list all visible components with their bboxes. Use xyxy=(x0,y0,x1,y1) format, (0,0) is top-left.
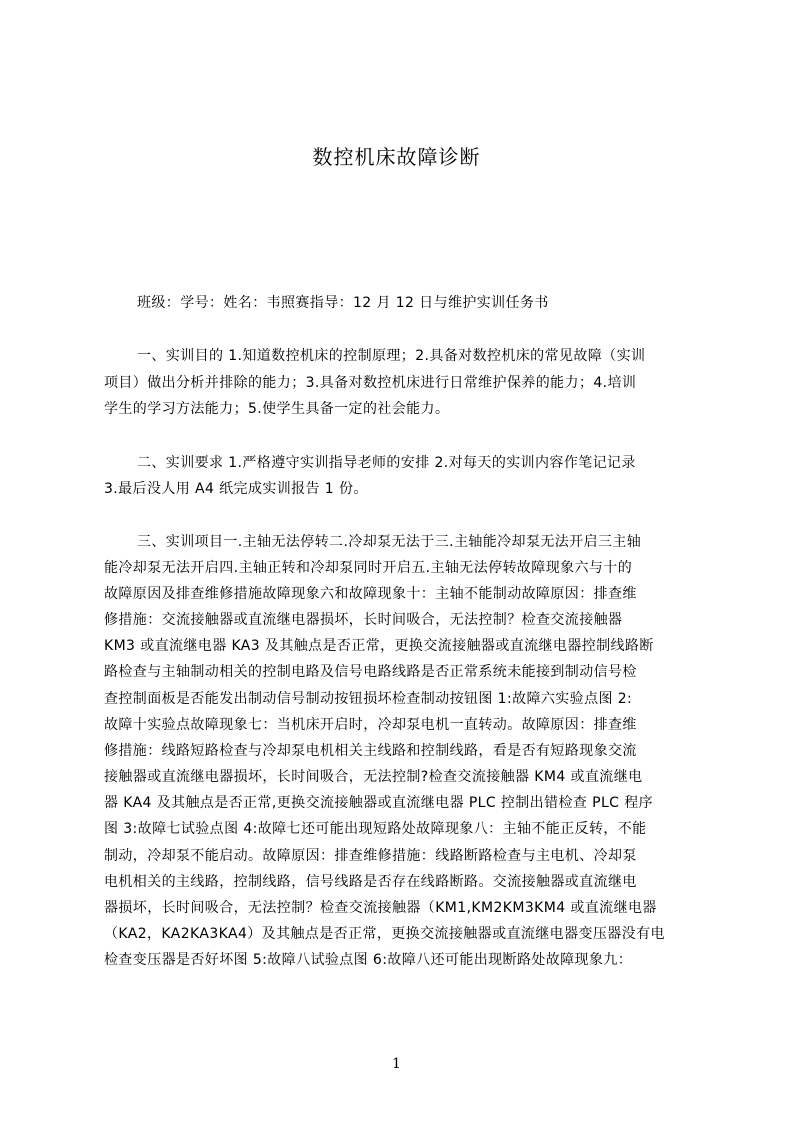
paragraph-line: 接触器或直流继电器损坏，长时间吸合，无法控制?检查交流接触器 KM4 或直流继电 xyxy=(104,769,643,785)
info-line: 班级：学号：姓名：韦照赛指导：12 月 12 日与维护实训任务书 xyxy=(137,295,549,311)
paragraph-line: 修措施：线路短路检查与冷却泵电机相关主线路和控制线路，看是否有短路现象交流 xyxy=(104,743,637,759)
paragraph-line: 查控制面板是否能发出制动信号制动按钮损坏检查制动按钮图 1:故障六实验点图 2: xyxy=(104,691,633,707)
paragraph-line: 学生的学习方法能力；5.使学生具备一定的社会能力。 xyxy=(104,401,450,417)
page-number: 1 xyxy=(392,1056,401,1072)
paragraph-line: 电机相关的主线路，控制线路，信号线路是否存在线路断路。交流接触器或直流继电 xyxy=(104,874,637,890)
paragraph-line: 三、实训项目一.主轴无法停转二.冷却泵无法于三.主轴能冷却泵无法开启三主轴 xyxy=(137,534,642,550)
paragraph-line: 二、实训要求 1.严格遵守实训指导老师的安排 2.对每天的实训内容作笔记记录 xyxy=(137,455,636,471)
paragraph-line: （KA2，KA2KA3KA4）及其触点是否正常，更换交流接触器或直流继电器变压器没有电 xyxy=(104,926,665,942)
paragraph-line: 图 3:故障七试验点图 4:故障七还可能出现短路处故障现象八：主轴不能正反转，不能 xyxy=(104,821,647,837)
paragraph-line: 修措施：交流接触器或直流继电器损坏，长时间吸合，无法控制？检查交流接触器 xyxy=(104,612,623,628)
page-title: 数控机床故障诊断 xyxy=(312,145,481,169)
paragraph-line: 能冷却泵无法开启四.主轴正转和冷却泵同时开启五.主轴无法停转故障现象六与十的 xyxy=(104,560,633,576)
paragraph-line: 器 KA4 及其触点是否正常,更换交流接触器或直流继电器 PLC 控制出错检查 PLC 程序 xyxy=(104,795,654,811)
paragraph-line: 项目）做出分析并排除的能力；3.具备对数控机床进行日常维护保养的能力；4.培训 xyxy=(104,375,637,391)
paragraph-line: 器损坏，长时间吸合，无法控制？检查交流接触器（KM1,KM2KM3KM4 或直流继电器 xyxy=(104,900,657,916)
paragraph-line: 制动，冷却泵不能启动。故障原因：排查维修措施：线路断路检查与主电机、冷却泵 xyxy=(104,848,637,864)
paragraph-line: 3.最后没人用 A4 纸完成实训报告 1 份。 xyxy=(104,481,368,497)
paragraph-line: 故障十实验点故障现象七：当机床开启时，冷却泵电机一直转动。故障原因：排查维 xyxy=(104,717,637,733)
paragraph-line: KM3 或直流继电器 KA3 及其触点是否正常，更换交流接触器或直流继电器控制线路断 xyxy=(104,638,654,654)
paragraph-line: 路检查与主轴制动相关的控制电路及信号电路线路是否正常系统未能接到制动信号检 xyxy=(104,664,637,680)
paragraph-line: 故障原因及排查维修措施故障现象六和故障现象十：主轴不能制动故障原因：排查维 xyxy=(104,586,637,602)
paragraph-line: 一、实训目的 1.知道数控机床的控制原理；2.具备对数控机床的常见故障（实训 xyxy=(137,348,646,364)
paragraph-line: 检查变压器是否好坏图 5:故障八试验点图 6:故障八还可能出现断路处故障现象九： xyxy=(104,952,633,968)
